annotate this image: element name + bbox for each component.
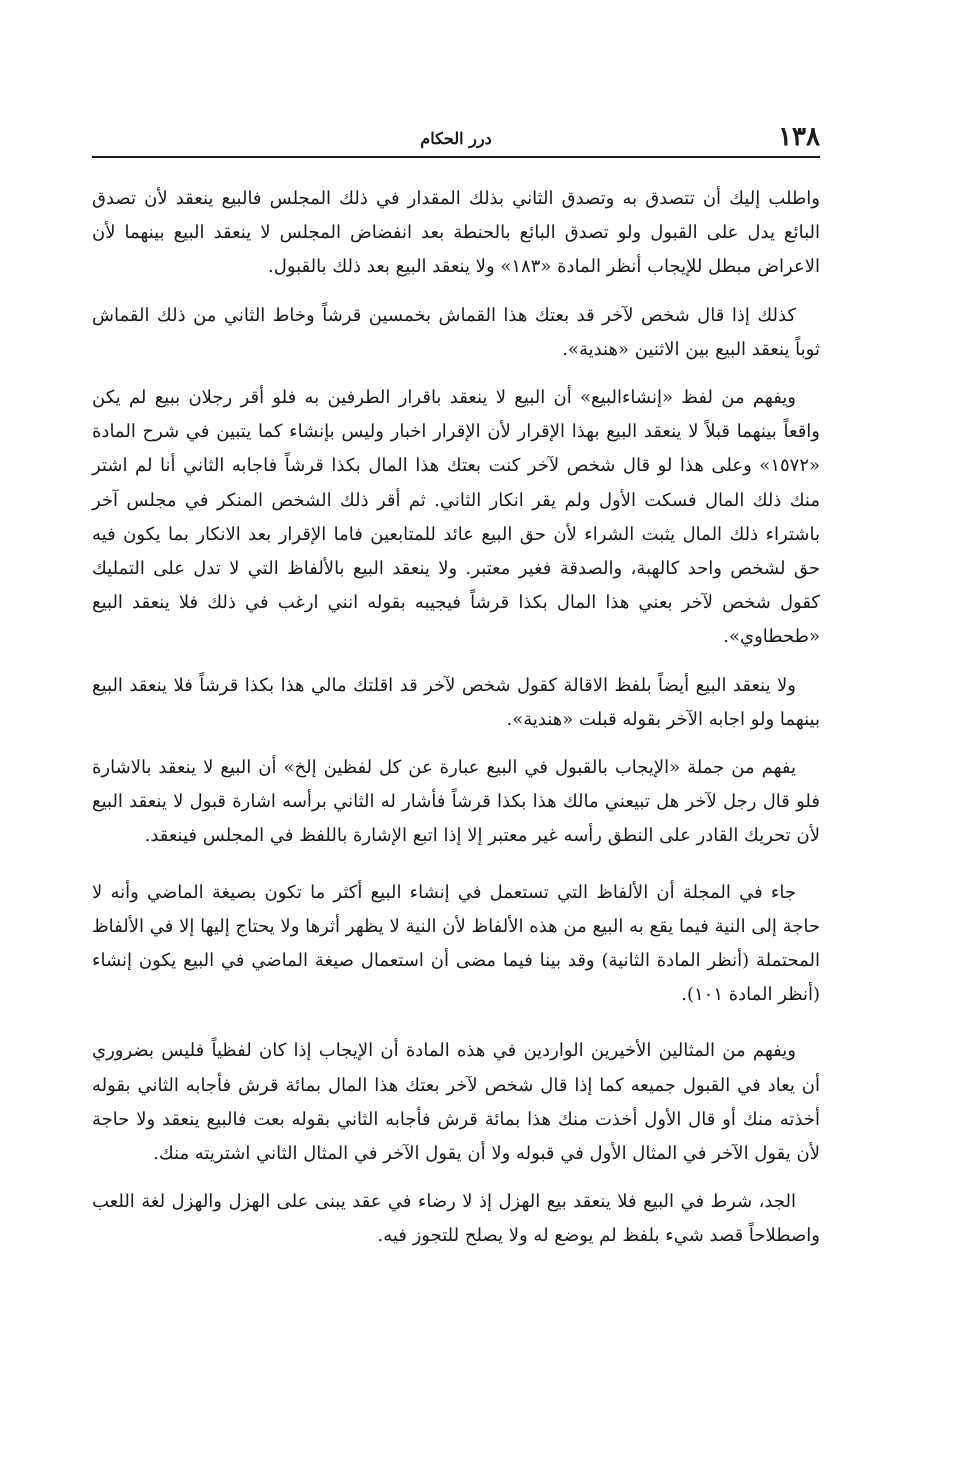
paragraph-8: الجد، شرط في البيع فلا ينعقد بيع الهزل إذ لا رضاء في عقد يبنى على الهزل والهزل لغة اللعب واصطلاحاً قصد شيء بلفظ لم يوضع له ولا يصلح للتجوز فيه.	[92, 1191, 820, 1247]
paragraph-6: جاء في المجلة أن الألفاظ التي تستعمل في إنشاء البيع أكثر ما تكون بصيغة الماضي وأنه لا حاجة إلى النية فيما يقع به البيع من هذه الألفاظ لأن النية لا يظهر أثرها ولا يحتاج إليها إلا في الألفاظ المحتملة (أنظر المادة الثانية) وقد بينا فيما مضى أن استعمال صيغة الماضي في البيع يكون إنشاء (أنظر المادة ١٠١).	[92, 881, 820, 1006]
page-number: ١٣٨	[778, 122, 820, 152]
paragraph-3: ويفهم من لفظ «إنشاءالبيع» أن البيع لا ينعقد باقرار الطرفين به فلو أقر رجلان ببيع لم يكن واقعاً بينهما قبلاً لا ينعقد البيع بهذا الإقرار لأن الإقرار اخبار وليس بإنشاء كما يتبين في شرح المادة «١٥٧٢» وعلى هذا لو قال شخص لآخر كنت بعتك هذا المال بكذا قرشاً فاجابه الثاني أنا لم اشتر منك ذلك المال فسكت الأول ولم يقر انكار الثاني. ثم أقر ذلك الشخص المنكر في مجلس آخر باشتراء ذلك المال يثبت الشراء لأن حق البيع عائد للمتابعين فاما الإقرار بعد الانكار بما يكون فيه حق لشخص واحد كالهبة، والصدقة فغير معتبر. ولا ينعقد البيع بالألفاظ التي لا تدل على التمليك كقول شخص لآخر بعني هذا المال بكذا قرشاً فيجيبه بقوله انني ارغب في ذلك فلا ينعقد البيع «طحطاوي».	[92, 387, 820, 648]
book-page	[92, 118, 820, 1254]
page-header	[92, 118, 820, 158]
paragraph-7: ويفهم من المثالين الأخيرين الواردين في هذه المادة أن الإيجاب إذا كان لفظياً فليس بضروري أن يعاد في القبول جميعه كما إذا قال شخص لآخر بعتك هذا المال بمائة قرش فأجابه الثاني بقوله أخذته منك أو قال الأول أخذت منك هذا بمائة قرش فأجابه الثاني بقوله بعت فالبيع ينعقد ولا حاجة لأن يقول الآخر في المثال الأول في قبوله ولا أن يقول الآخر في المثال الثاني اشتريته منك.	[92, 1040, 820, 1165]
running-title: درر الحكام	[420, 129, 492, 148]
paragraph-5: يفهم من جملة «الإيجاب بالقبول في البيع عبارة عن كل لفظين إلخ» أن البيع لا ينعقد بالاشارة فلو قال رجل لآخر هل تبيعني مالك هذا بكذا قرشاً فأشار له الثاني برأسه اشارة قبول لا ينعقد البيع لأن تحريك القادر على النطق رأسه غير معتبر إلا إذا اتبع الإشارة باللفظ في المجلس فينعقد.	[92, 757, 820, 847]
paragraph-2: كذلك إذا قال شخص لآخر قد بعتك هذا القماش بخمسين قرشاً وخاط الثاني من ذلك القماش ثوباً ينعقد البيع بين الاثنين «هندية».	[92, 304, 820, 360]
paragraph-1: واطلب إليك أن تتصدق به وتصدق الثاني بذلك المقدار في ذلك المجلس فالبيع ينعقد لأن تصدق البائع يدل على القبول ولو تصدق البائع بالحنطة بعد انفضاض المجلس لا ينعقد البيع بينهما لأن الاعراض مبطل للإيجاب أنظر المادة «١٨٣» ولا ينعقد البيع بعد ذلك بالقبول.	[92, 188, 820, 278]
paragraph-4: ولا ينعقد البيع أيضاً بلفظ الاقالة كقول شخص لآخر قد اقلتك مالي هذا بكذا قرشاً فلا ينعقد البيع بينهما ولو اجابه الآخر بقوله قبلت «هندية».	[92, 674, 820, 730]
page-body	[92, 182, 820, 1254]
